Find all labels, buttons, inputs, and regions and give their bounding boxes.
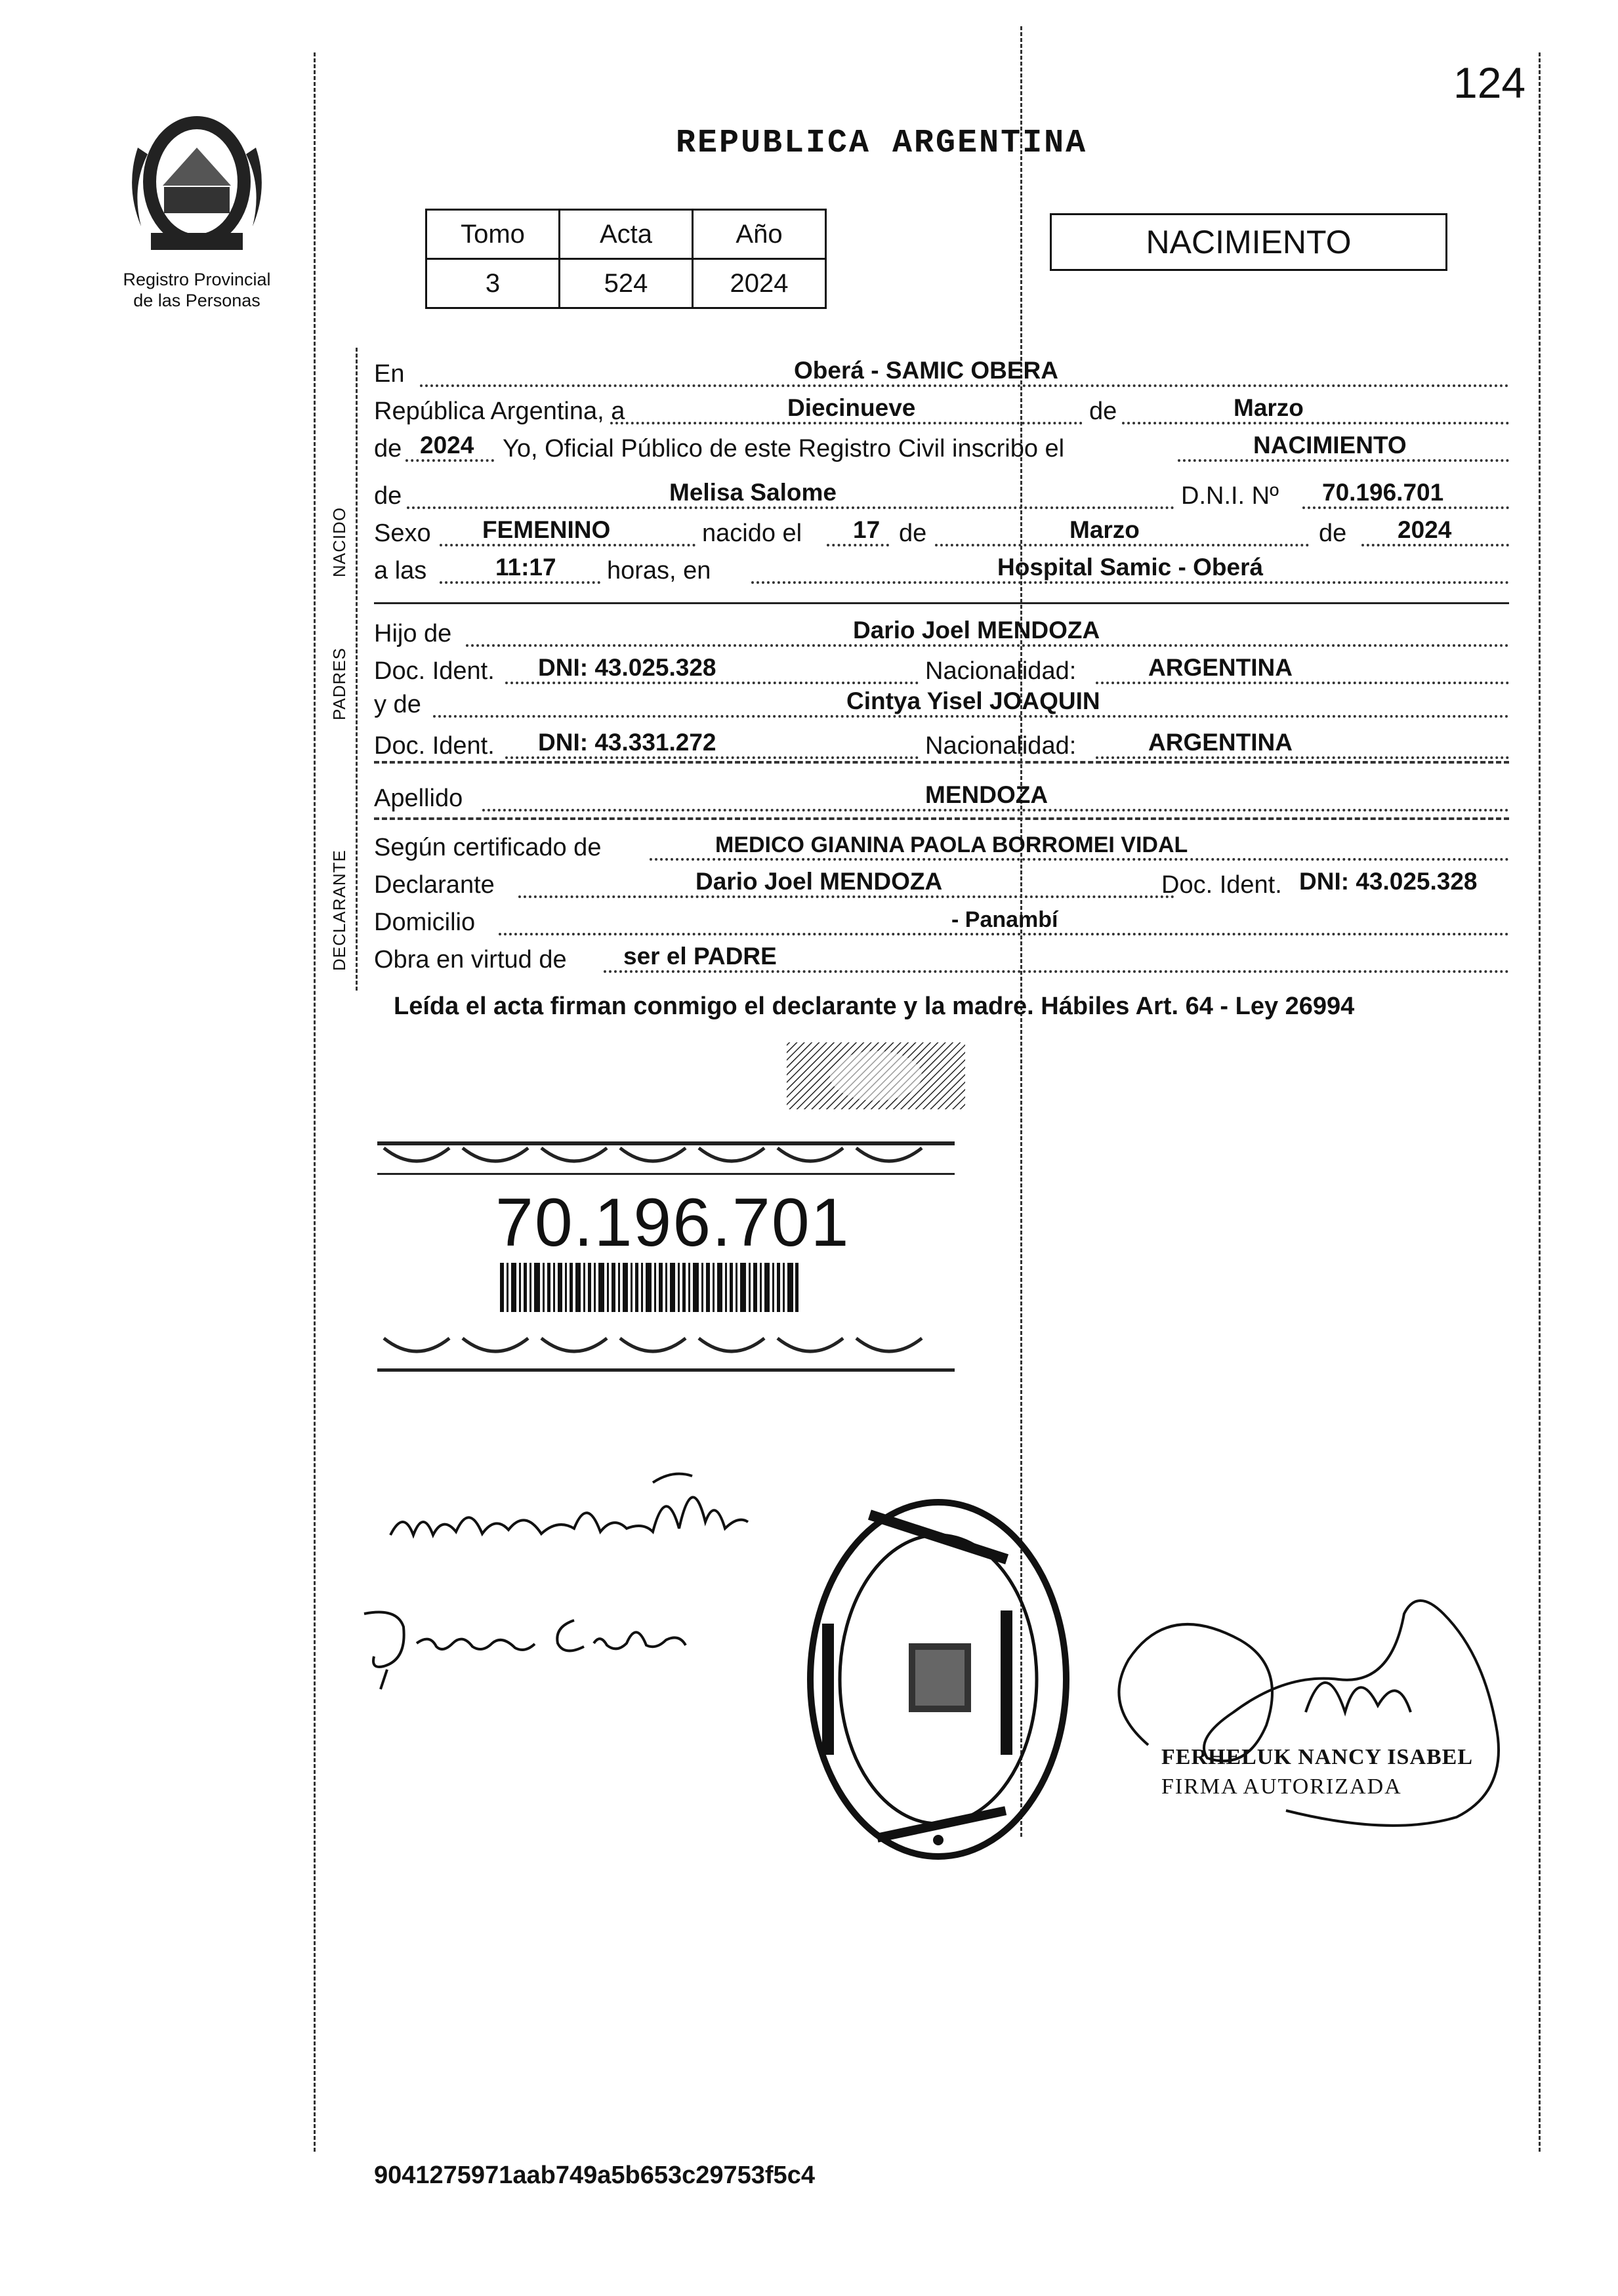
sexo-label: Sexo [374, 520, 431, 547]
de-birth-label: de [899, 520, 927, 547]
officer-title: FIRMA AUTORIZADA [1161, 1774, 1402, 1799]
row-madre [374, 685, 1509, 722]
declarante-doc: DNI: 43.025.328 [1299, 868, 1478, 895]
birth-year: 2024 [1398, 516, 1452, 543]
domicilio-label: Domicilio [374, 909, 476, 936]
child-dni: 70.196.701 [1322, 479, 1444, 506]
apellido-section-rule [374, 817, 1509, 820]
right-margin-line [1539, 52, 1541, 2152]
birth-day: 17 [853, 516, 881, 543]
side-label-padres: PADRES [329, 647, 349, 720]
madre-doc-label: Doc. Ident. [374, 732, 495, 760]
row-certificado [374, 828, 1509, 865]
record-type-box: NACIMIENTO [1050, 213, 1447, 271]
certificado-value: MEDICO GIANINA PAOLA BORROMEI VIDAL [715, 832, 1188, 857]
republica-label: República Argentina, a [374, 398, 625, 425]
misiones-province-logo [112, 108, 282, 259]
logo-caption [98, 269, 295, 311]
officer-name: FERHELUK NANCY ISABEL [1161, 1745, 1474, 1769]
side-label-declarante: DECLARANTE [329, 850, 349, 971]
acta-header: Acta [560, 210, 693, 259]
side-label-nacido: NACIDO [329, 506, 349, 577]
row-fecha [374, 392, 1509, 428]
row-padre-doc [374, 651, 1509, 688]
row-nombre [374, 476, 1509, 513]
row-hora [374, 551, 1509, 588]
security-band-top [377, 1128, 955, 1181]
tomo-header: Tomo [426, 210, 560, 259]
row-obra [374, 940, 1509, 977]
madre-signature [358, 1588, 699, 1692]
padre-name: Dario Joel MENDOZA [853, 617, 1100, 644]
obra-label: Obra en virtud de [374, 946, 567, 974]
row-declarante [374, 865, 1509, 902]
acta-value: 524 [560, 259, 693, 308]
yde-label: y de [374, 691, 421, 718]
padres-section-rule [374, 761, 1509, 764]
madre-nac: ARGENTINA [1148, 729, 1293, 756]
security-seal [784, 1040, 968, 1112]
document-title: REPUBLICA ARGENTINA [676, 125, 1088, 162]
madre-doc: DNI: 43.331.272 [538, 729, 716, 756]
padre-doc: DNI: 43.025.328 [538, 654, 716, 681]
de-label: de [1089, 398, 1117, 425]
row-en [374, 354, 1509, 391]
padre-nac-label: Nacionalidad: [925, 657, 1077, 685]
a-las-label: a las [374, 557, 427, 584]
month-value: Marzo [1234, 394, 1304, 421]
en-label: En [374, 360, 405, 388]
sexo-value: FEMENINO [482, 516, 611, 543]
en-value: Oberá - SAMIC OBERA [794, 357, 1058, 384]
year-value: 2024 [420, 432, 474, 459]
domicilio-value: - Panambí [951, 907, 1058, 932]
madre-nac-label: Nacionalidad: [925, 732, 1077, 760]
row-padre [374, 614, 1509, 651]
de-birth-year-label: de [1319, 520, 1347, 547]
inscribo-value: NACIMIENTO [1253, 432, 1407, 459]
horas-en-label: horas, en [607, 557, 711, 584]
declarante-label: Declarante [374, 871, 495, 899]
book-reference-table [425, 209, 827, 309]
barcode [500, 1263, 799, 1312]
obra-value: ser el PADRE [623, 943, 777, 970]
birth-month: Marzo [1069, 516, 1140, 543]
declarante-signature [384, 1456, 751, 1568]
declarante-name: Dario Joel MENDOZA [695, 868, 943, 895]
security-band-bottom [377, 1325, 955, 1378]
certificado-label: Según certificado de [374, 834, 602, 861]
closing-statement: Leída el acta firman conmigo el declarante y la madre. Hábiles Art. 64 - Ley 26994 [394, 993, 1355, 1020]
row-sexo [374, 514, 1509, 550]
de-name-label: de [374, 482, 402, 510]
officer-signature [1089, 1574, 1522, 1850]
row-apellido [374, 779, 1509, 815]
madre-name: Cintya Yisel JOAQUIN [846, 687, 1100, 714]
tomo-value: 3 [426, 259, 560, 308]
padre-nac: ARGENTINA [1148, 654, 1293, 681]
hora-value: 11:17 [495, 554, 556, 581]
day-words: Diecinueve [787, 394, 916, 421]
anio-header: Año [693, 210, 826, 259]
page-number: 124 [1453, 58, 1526, 107]
nacido-section-rule [374, 602, 1509, 604]
registry-oval-stamp [804, 1492, 1073, 1866]
declarante-doc-label: Doc. Ident. [1161, 871, 1282, 899]
apellido-label: Apellido [374, 785, 463, 812]
inscribo-label: Yo, Oficial Público de este Registro Civil inscribo el [503, 435, 1065, 462]
nacido-label: nacido el [702, 520, 802, 547]
section-divider-line [356, 348, 358, 991]
row-domicilio [374, 903, 1509, 939]
logo-caption-line1: Registro Provincial [123, 270, 271, 289]
anio-value: 2024 [693, 259, 826, 308]
padre-doc-label: Doc. Ident. [374, 657, 495, 685]
document-hash: 9041275971aab749a5b653c29753f5c4 [374, 2162, 815, 2189]
lugar-value: Hospital Samic - Oberá [997, 554, 1264, 581]
dni-label: D.N.I. Nº [1181, 482, 1279, 510]
row-inscribo [374, 429, 1509, 466]
row-madre-doc [374, 726, 1509, 763]
dni-large-number: 70.196.701 [495, 1185, 850, 1261]
left-margin-line [314, 52, 316, 2152]
apellido-value: MENDOZA [925, 781, 1048, 808]
child-name: Melisa Salome [669, 479, 837, 506]
hijo-label: Hijo de [374, 620, 452, 647]
de-year-label: de [374, 435, 402, 462]
logo-caption-line2: de las Personas [133, 291, 260, 310]
